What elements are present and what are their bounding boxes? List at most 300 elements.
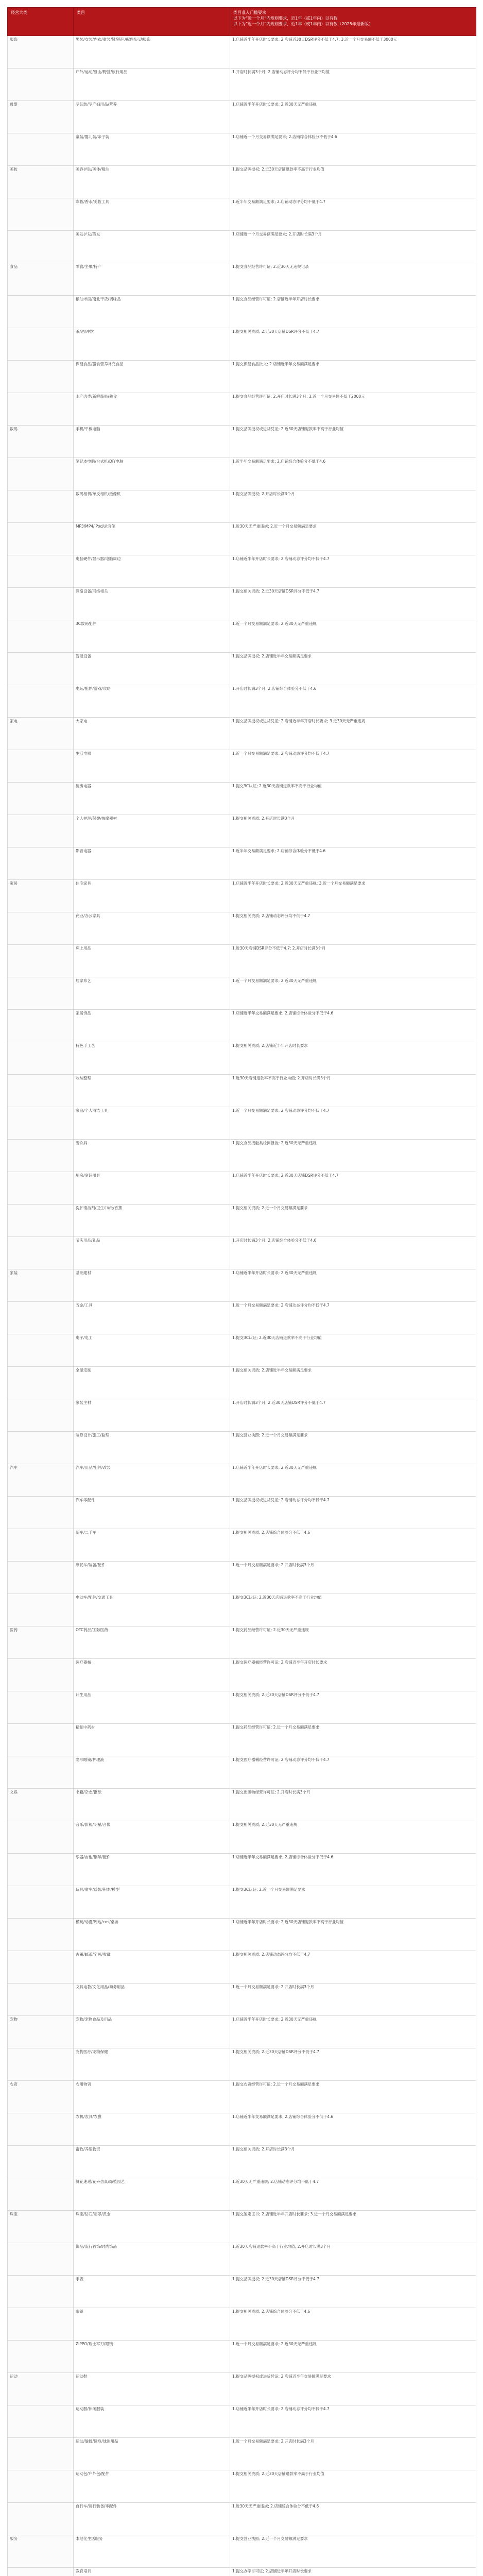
row-items: 童装/婴儿装/亲子装 bbox=[74, 133, 230, 166]
table-row bbox=[8, 2503, 476, 2535]
row-category bbox=[8, 555, 74, 588]
table-row bbox=[8, 2243, 476, 2276]
row-requirements: 1.提交品牌授权或进货凭证; 2.店铺近半年开店时长要求; 3.近30天无严重违规 bbox=[230, 718, 476, 750]
row-items: MP3/MP4/iPod/录音笔 bbox=[74, 523, 230, 555]
row-items: 厨房/烹饪用具 bbox=[74, 1172, 230, 1205]
row-requirements: 1.店铺近半年开店时长要求; 2.近30天无严重违规 bbox=[230, 1269, 476, 1302]
row-requirements: 1.开店时长满3个月; 2.近30天店铺DSR评分不低于4.7 bbox=[230, 1399, 476, 1432]
table-row bbox=[8, 912, 476, 945]
row-requirements: 1.提交食品经营许可证; 2.近30天无违规记录 bbox=[230, 263, 476, 296]
table-row bbox=[8, 945, 476, 977]
row-requirements: 1.店铺近一个月交易额满足要求; 2.开店时长满3个月 bbox=[230, 231, 476, 263]
table-row bbox=[8, 1237, 476, 1269]
row-items: 全屋定制 bbox=[74, 1367, 230, 1399]
table-row bbox=[8, 1205, 476, 1237]
table-row bbox=[8, 2081, 476, 2113]
row-category bbox=[8, 2243, 74, 2276]
row-items: 电玩/配件/游戏/攻略 bbox=[74, 685, 230, 718]
table-row bbox=[8, 1010, 476, 1042]
row-requirements: 1.近一个月交易额满足要求; 2.开店时长满3个月 bbox=[230, 1562, 476, 1594]
row-requirements: 1.提交相关资质; 2.近30天店铺退款率不高于行业均值 bbox=[230, 2470, 476, 2503]
row-requirements: 1.提交相关资质; 2.近30天店铺DSR评分不低于4.7 bbox=[230, 1691, 476, 1724]
row-items: 美发护发/假发 bbox=[74, 231, 230, 263]
row-items: 古董/邮币/字画/收藏 bbox=[74, 1951, 230, 1984]
row-items: 节庆用品/礼品 bbox=[74, 1237, 230, 1269]
row-items: 影音电器 bbox=[74, 848, 230, 880]
row-requirements: 1.店铺近半年开店时长要求; 2.近30天无严重违规; 3.近一个月交易额满足要求 bbox=[230, 880, 476, 912]
row-requirements: 1.近一个月交易额满足要求; 2.开店时长满3个月 bbox=[230, 1984, 476, 2016]
row-items: 珠宝/钻石/翡翠/黄金 bbox=[74, 2211, 230, 2243]
row-items: 生活电器 bbox=[74, 750, 230, 783]
table-row bbox=[8, 393, 476, 426]
row-items: 运动服/休闲服装 bbox=[74, 2405, 230, 2438]
row-requirements: 1.店铺近半年开店时长要求; 2.近30天无严重违规 bbox=[230, 2016, 476, 2048]
row-items: 眼镜 bbox=[74, 2308, 230, 2341]
row-category bbox=[8, 1756, 74, 1789]
row-requirements: 1.提交相关资质; 2.店铺近半年交易额满足要求 bbox=[230, 1367, 476, 1399]
row-category bbox=[8, 685, 74, 718]
row-items: 运动鞋 bbox=[74, 2373, 230, 2405]
table-row bbox=[8, 1562, 476, 1594]
table-row bbox=[8, 361, 476, 393]
row-requirements: 1.近30天无严重违规; 2.店铺动态评分均不低于4.7 bbox=[230, 2178, 476, 2211]
row-items: 茶/酒/冲饮 bbox=[74, 328, 230, 361]
table-row bbox=[8, 490, 476, 523]
row-requirements: 1.近一个月交易额满足要求; 2.店铺动态评分均不低于4.7 bbox=[230, 1107, 476, 1140]
table-row bbox=[8, 1886, 476, 1919]
table-row bbox=[8, 2405, 476, 2438]
row-category bbox=[8, 912, 74, 945]
row-requirements: 1.提交出版物经营许可证; 2.开店时长满3个月 bbox=[230, 1789, 476, 1821]
row-category bbox=[8, 1594, 74, 1626]
table-row bbox=[8, 977, 476, 1010]
table-row bbox=[8, 1821, 476, 1854]
row-category: 农资 bbox=[8, 2081, 74, 2113]
row-requirements: 1.近半年交易额满足要求; 2.店铺综合体验分不低于4.6 bbox=[230, 848, 476, 880]
row-requirements: 1.提交鉴定证书; 2.店铺近半年开店时长要求; 3.近一个月交易额满足要求 bbox=[230, 2211, 476, 2243]
row-items: 孕妇装/孕产妇用品/营养 bbox=[74, 101, 230, 133]
row-requirements: 1.提交相关资质; 2.近30天店铺DSR评分不低于4.7 bbox=[230, 2048, 476, 2081]
table-row bbox=[8, 2535, 476, 2568]
table-row bbox=[8, 328, 476, 361]
row-category bbox=[8, 750, 74, 783]
row-requirements: 1.提交相关资质; 2.店铺近半年开店时长要求 bbox=[230, 1042, 476, 1075]
row-category: 家装 bbox=[8, 1269, 74, 1302]
table-row bbox=[8, 2568, 476, 2576]
row-items: 精制中药材 bbox=[74, 1724, 230, 1756]
row-requirements: 1.提交相关资质; 2.店铺动态评分均不低于4.7 bbox=[230, 912, 476, 945]
row-items: 收纳整理 bbox=[74, 1075, 230, 1107]
header-req-line: 以下为“近一个月”内规则要求，近1年（或1年内）以有数（2025年最新版） bbox=[233, 22, 373, 26]
table-row bbox=[8, 101, 476, 133]
row-items: 户外/运动/登山/野营/旅行用品 bbox=[74, 69, 230, 101]
row-requirements: 1.提交品牌授权; 2.近30天店铺退款率不高于行业均值 bbox=[230, 166, 476, 198]
requirements-sheet bbox=[7, 7, 476, 2576]
table-row bbox=[8, 1659, 476, 1691]
row-category bbox=[8, 490, 74, 523]
table-row bbox=[8, 1334, 476, 1367]
table-row bbox=[8, 1269, 476, 1302]
row-requirements: 1.店铺近半年交易额满足要求; 2.店铺综合体验分不低于4.6 bbox=[230, 1010, 476, 1042]
row-items: 家装主材 bbox=[74, 1399, 230, 1432]
row-items: 装修设计/施工/监理 bbox=[74, 1432, 230, 1464]
row-requirements: 1.提交相关资质; 2.开店时长满3个月 bbox=[230, 815, 476, 848]
row-category bbox=[8, 1497, 74, 1529]
row-category bbox=[8, 231, 74, 263]
row-items: 运动/瑜伽/健身/球迷用品 bbox=[74, 2438, 230, 2470]
row-category bbox=[8, 2146, 74, 2178]
row-requirements: 1.店铺近半年交易额满足要求; 2.店铺综合体验分不低于4.6 bbox=[230, 1854, 476, 1886]
row-requirements: 1.提交3C认证; 2.近30天店铺退款率不高于行业均值 bbox=[230, 1594, 476, 1626]
row-requirements: 1.提交品牌授权或进货凭证; 2.店铺近半年交易额满足要求 bbox=[230, 2373, 476, 2405]
table-row bbox=[8, 198, 476, 231]
row-requirements: 1.近一个月交易额满足要求; 2.店铺动态评分均不低于4.7 bbox=[230, 750, 476, 783]
table-row bbox=[8, 2308, 476, 2341]
row-items: OTC药品/国际医药 bbox=[74, 1626, 230, 1659]
table-body bbox=[8, 36, 476, 2576]
row-requirements: 1.店铺近半年开店时长要求; 2.近30天无严重违规 bbox=[230, 1464, 476, 1497]
row-category bbox=[8, 2405, 74, 2438]
row-requirements: 1.提交保健食品批文; 2.店铺近半年交易额满足要求 bbox=[230, 361, 476, 393]
table-row bbox=[8, 2016, 476, 2048]
table-row bbox=[8, 783, 476, 815]
row-requirements: 1.提交相关资质; 2.开店时长满3个月 bbox=[230, 2146, 476, 2178]
table-row bbox=[8, 815, 476, 848]
table-row bbox=[8, 750, 476, 783]
row-items: 数码相机/单反相机/摄像机 bbox=[74, 490, 230, 523]
row-category: 服饰 bbox=[8, 36, 74, 69]
row-requirements: 1.近半年交易额满足要求; 2.店铺动态评分均不低于4.7 bbox=[230, 198, 476, 231]
row-requirements: 1.提交办学许可证; 2.店铺近半年开店时长要求 bbox=[230, 2568, 476, 2576]
table-row bbox=[8, 426, 476, 458]
row-items: 鲜花速递/花卉仿真/绿植园艺 bbox=[74, 2178, 230, 2211]
table-row bbox=[8, 880, 476, 912]
row-items: 运动包/户外包/配件 bbox=[74, 2470, 230, 2503]
row-category: 珠宝 bbox=[8, 2211, 74, 2243]
row-category bbox=[8, 2308, 74, 2341]
row-requirements: 1.近30天店铺退款率不高于行业均值; 2.开店时长满3个月 bbox=[230, 1075, 476, 1107]
table-row bbox=[8, 1302, 476, 1334]
row-category bbox=[8, 1302, 74, 1334]
row-requirements: 1.提交食品接触类检测报告; 2.近30天无严重违规 bbox=[230, 1140, 476, 1172]
table-header-row bbox=[8, 8, 476, 36]
row-requirements: 1.店铺近半年开店时长要求; 2.店铺近30天DSR评分不低于4.7; 3.近一个月交易额不低于3000元 bbox=[230, 36, 476, 69]
row-requirements: 1.提交品牌授权; 2.店铺近半年交易额满足要求 bbox=[230, 653, 476, 685]
table-row bbox=[8, 685, 476, 718]
row-requirements: 1.近一个月交易额满足要求; 2.店铺动态评分均不低于4.7 bbox=[230, 1302, 476, 1334]
row-items: 洗护清洁剂/卫生巾/纸/香薰 bbox=[74, 1205, 230, 1237]
row-category bbox=[8, 1399, 74, 1432]
row-items: 教育培训 bbox=[74, 2568, 230, 2576]
row-items: 网络设备/网络相关 bbox=[74, 588, 230, 620]
row-category bbox=[8, 133, 74, 166]
row-category bbox=[8, 1042, 74, 1075]
row-category bbox=[8, 296, 74, 328]
row-items: 粮油米面/南北干货/调味品 bbox=[74, 296, 230, 328]
row-items: 汽车零配件 bbox=[74, 1497, 230, 1529]
row-category bbox=[8, 977, 74, 1010]
table-row bbox=[8, 1854, 476, 1886]
row-category bbox=[8, 1659, 74, 1691]
row-items: 汽车/用品/配件/改装 bbox=[74, 1464, 230, 1497]
row-requirements: 1.提交农资经营许可证; 2.近一个月交易额满足要求 bbox=[230, 2081, 476, 2113]
row-requirements: 1.提交3C认证; 2.近一个月交易额满足要求 bbox=[230, 1886, 476, 1919]
table-row bbox=[8, 2146, 476, 2178]
row-category bbox=[8, 1854, 74, 1886]
row-category: 食品 bbox=[8, 263, 74, 296]
row-category bbox=[8, 1821, 74, 1854]
row-category bbox=[8, 361, 74, 393]
row-category bbox=[8, 588, 74, 620]
row-items: 摩托车/装备/配件 bbox=[74, 1562, 230, 1594]
row-category bbox=[8, 1886, 74, 1919]
row-items: 彩妆/香水/美妆工具 bbox=[74, 198, 230, 231]
table-row bbox=[8, 1789, 476, 1821]
row-category bbox=[8, 653, 74, 685]
row-requirements: 1.提交医疗器械经营许可证; 2.店铺近半年开店时长要求 bbox=[230, 1659, 476, 1691]
row-category: 数码 bbox=[8, 426, 74, 458]
row-requirements: 1.提交药品经营许可证; 2.近30天无严重违规 bbox=[230, 1626, 476, 1659]
row-items: 保健食品/膳食营养补充食品 bbox=[74, 361, 230, 393]
table-row bbox=[8, 1756, 476, 1789]
table-row bbox=[8, 1042, 476, 1075]
row-category bbox=[8, 1691, 74, 1724]
row-items: 床上用品 bbox=[74, 945, 230, 977]
row-category bbox=[8, 1205, 74, 1237]
row-category bbox=[8, 2113, 74, 2146]
row-requirements: 1.提交食品经营许可证; 2.店铺近半年开店时长要求 bbox=[230, 296, 476, 328]
row-requirements: 1.提交3C认证; 2.近30天店铺退款率不高于行业均值 bbox=[230, 1334, 476, 1367]
row-category bbox=[8, 1010, 74, 1042]
row-requirements: 1.店铺近半年开店时长要求; 2.近30天店铺DSR评分不低于4.7 bbox=[230, 1172, 476, 1205]
row-items: 乐器/吉他/钢琴/配件 bbox=[74, 1854, 230, 1886]
row-requirements: 1.提交相关资质; 2.近30天无严重违规 bbox=[230, 1821, 476, 1854]
row-requirements: 1.提交相关资质; 2.店铺综合体验分不低于4.6 bbox=[230, 2308, 476, 2341]
row-requirements: 1.店铺近半年开店时长要求; 2.店铺动态评分均不低于4.7 bbox=[230, 555, 476, 588]
row-items: 畜牧/养殖物资 bbox=[74, 2146, 230, 2178]
row-requirements: 1.近一个月交易额满足要求; 2.近30天无严重违规 bbox=[230, 2341, 476, 2373]
row-items: 居家布艺 bbox=[74, 977, 230, 1010]
row-items: ZIPPO/瑞士军刀/眼镜 bbox=[74, 2341, 230, 2373]
table-row bbox=[8, 2211, 476, 2243]
row-requirements: 1.提交品牌授权; 2.近30天店铺DSR评分不低于4.7 bbox=[230, 2276, 476, 2308]
row-requirements: 1.店铺近半年交易额满足要求; 2.店铺综合体验分不低于4.6 bbox=[230, 2113, 476, 2146]
row-items: 计生用品 bbox=[74, 1691, 230, 1724]
row-items: 住宅家具 bbox=[74, 880, 230, 912]
table-row bbox=[8, 718, 476, 750]
table-row bbox=[8, 296, 476, 328]
row-category bbox=[8, 1334, 74, 1367]
row-items: 3C数码配件 bbox=[74, 620, 230, 653]
table-row bbox=[8, 1594, 476, 1626]
table-row bbox=[8, 1626, 476, 1659]
row-category bbox=[8, 1919, 74, 1951]
table-row bbox=[8, 2373, 476, 2405]
requirements-table bbox=[7, 7, 476, 2576]
table-row bbox=[8, 166, 476, 198]
row-requirements: 1.近30天无严重违规; 2.近一个月交易额满足要求 bbox=[230, 523, 476, 555]
row-category bbox=[8, 848, 74, 880]
row-items: 农机/农具/农膜 bbox=[74, 2113, 230, 2146]
row-items: 笔记本电脑/台式机/DIY电脑 bbox=[74, 458, 230, 490]
table-row bbox=[8, 1367, 476, 1399]
row-category bbox=[8, 1075, 74, 1107]
table-row bbox=[8, 2438, 476, 2470]
row-items: 电子/电工 bbox=[74, 1334, 230, 1367]
row-requirements: 1.店铺近半年开店时长要求; 2.近30天无严重违规 bbox=[230, 101, 476, 133]
table-row bbox=[8, 588, 476, 620]
row-category bbox=[8, 523, 74, 555]
row-items: 电动车/配件/交通工具 bbox=[74, 1594, 230, 1626]
row-category bbox=[8, 1951, 74, 1984]
table-row bbox=[8, 653, 476, 685]
row-requirements: 1.提交食品经营许可证; 2.开店时长满3个月; 3.近一个月交易额不低于2000元 bbox=[230, 393, 476, 426]
table-row bbox=[8, 1529, 476, 1562]
table-row bbox=[8, 263, 476, 296]
row-items: 饰品/流行首饰/时尚饰品 bbox=[74, 2243, 230, 2276]
row-requirements: 1.近一个月交易额满足要求; 2.近30天无严重违规 bbox=[230, 977, 476, 1010]
row-category bbox=[8, 1367, 74, 1399]
row-requirements: 1.提交品牌授权或进货凭证; 2.近30天店铺退款率不高于行业均值 bbox=[230, 426, 476, 458]
table-row bbox=[8, 1691, 476, 1724]
row-requirements: 1.提交相关资质; 2.近30天店铺DSR评分不低于4.7 bbox=[230, 328, 476, 361]
row-requirements: 1.提交相关资质; 2.近一个月交易额满足要求 bbox=[230, 1205, 476, 1237]
row-requirements: 1.提交相关资质; 2.店铺动态评分均不低于4.7 bbox=[230, 1951, 476, 1984]
row-requirements: 1.提交相关资质; 2.店铺综合体验分不低于4.6 bbox=[230, 1529, 476, 1562]
table-row bbox=[8, 1399, 476, 1432]
row-category bbox=[8, 458, 74, 490]
row-requirements: 1.近30天店铺退款率不高于行业均值; 2.开店时长满3个月 bbox=[230, 2243, 476, 2276]
table-row bbox=[8, 2470, 476, 2503]
row-category bbox=[8, 1984, 74, 2016]
row-category: 文娱 bbox=[8, 1789, 74, 1821]
row-items: 音乐/影视/明星/音像 bbox=[74, 1821, 230, 1854]
row-items: 宠物/宠物食品及用品 bbox=[74, 2016, 230, 2048]
row-category bbox=[8, 1107, 74, 1140]
table-row bbox=[8, 2178, 476, 2211]
table-row bbox=[8, 848, 476, 880]
row-items: 家居饰品 bbox=[74, 1010, 230, 1042]
table-row bbox=[8, 36, 476, 69]
row-items: 基础建材 bbox=[74, 1269, 230, 1302]
row-category bbox=[8, 1237, 74, 1269]
row-category bbox=[8, 2503, 74, 2535]
row-items: 特色手工艺 bbox=[74, 1042, 230, 1075]
row-requirements: 1.提交医疗器械经营许可证; 2.店铺动态评分均不低于4.7 bbox=[230, 1756, 476, 1789]
row-category bbox=[8, 1432, 74, 1464]
row-category: 医药 bbox=[8, 1626, 74, 1659]
table-row bbox=[8, 69, 476, 101]
table-row bbox=[8, 2048, 476, 2081]
row-items: 商业/办公家具 bbox=[74, 912, 230, 945]
row-items: 零食/坚果/特产 bbox=[74, 263, 230, 296]
row-category bbox=[8, 783, 74, 815]
row-requirements: 1.开店时长满3个月; 2.店铺动态评分均不低于行业平均值 bbox=[230, 69, 476, 101]
row-requirements: 1.开店时长满3个月; 2.店铺综合体验分不低于4.6 bbox=[230, 685, 476, 718]
table-row bbox=[8, 1464, 476, 1497]
row-items: 智能设备 bbox=[74, 653, 230, 685]
row-category: 运动 bbox=[8, 2373, 74, 2405]
row-items: 本地化生活服务 bbox=[74, 2535, 230, 2568]
row-category: 宠物 bbox=[8, 2016, 74, 2048]
row-category bbox=[8, 815, 74, 848]
header-requirements bbox=[230, 8, 476, 36]
row-requirements: 1.提交3C认证; 2.近30天店铺退款率不高于行业均值 bbox=[230, 783, 476, 815]
header-req-line: 类目准入门槛要求 bbox=[233, 10, 266, 15]
row-category: 母婴 bbox=[8, 101, 74, 133]
table-row bbox=[8, 2341, 476, 2373]
row-items: 农用物资 bbox=[74, 2081, 230, 2113]
row-requirements: 1.提交营业执照; 2.近一个月交易额满足要求 bbox=[230, 2535, 476, 2568]
row-items: 手机/平板电脑 bbox=[74, 426, 230, 458]
row-requirements: 1.提交品牌授权或进货凭证; 2.店铺动态评分均不低于4.7 bbox=[230, 1497, 476, 1529]
table-row bbox=[8, 231, 476, 263]
row-items: 手表 bbox=[74, 2276, 230, 2308]
table-row bbox=[8, 133, 476, 166]
row-category: 美妆 bbox=[8, 166, 74, 198]
row-category bbox=[8, 328, 74, 361]
row-category: 家电 bbox=[8, 718, 74, 750]
row-items: 水产肉类/新鲜蔬果/熟食 bbox=[74, 393, 230, 426]
table-row bbox=[8, 2113, 476, 2146]
row-items: 自行车/骑行装备/零配件 bbox=[74, 2503, 230, 2535]
row-requirements: 1.店铺近一个月交易额满足要求; 2.店铺综合体验分不低于4.6 bbox=[230, 133, 476, 166]
row-category bbox=[8, 1724, 74, 1756]
row-requirements: 1.近30天店铺DSR评分不低于4.7; 2.开店时长满3个月 bbox=[230, 945, 476, 977]
row-requirements: 1.开店时长满3个月; 2.店铺综合体验分不低于4.6 bbox=[230, 1237, 476, 1269]
row-requirements: 1.店铺近半年开店时长要求; 2.店铺动态评分均不低于4.7 bbox=[230, 2405, 476, 2438]
row-requirements: 1.提交营业执照; 2.近一个月交易额满足要求 bbox=[230, 1432, 476, 1464]
row-requirements: 1.提交相关资质; 2.近30天店铺DSR评分不低于4.7 bbox=[230, 588, 476, 620]
row-category bbox=[8, 69, 74, 101]
row-items: 男装/女装/内衣/童装/鞋/箱包/配件/运动服饰 bbox=[74, 36, 230, 69]
row-requirements: 1.近30天无严重违规; 2.店铺综合体验分不低于4.6 bbox=[230, 2503, 476, 2535]
row-category bbox=[8, 1562, 74, 1594]
row-items: 美容护肤/美体/精油 bbox=[74, 166, 230, 198]
table-row bbox=[8, 1075, 476, 1107]
row-items: 文具电教/文化用品/商务用品 bbox=[74, 1984, 230, 2016]
row-items: 医疗器械 bbox=[74, 1659, 230, 1691]
row-category bbox=[8, 198, 74, 231]
row-category bbox=[8, 2276, 74, 2308]
row-items: 电脑硬件/显示器/电脑周边 bbox=[74, 555, 230, 588]
table-row bbox=[8, 458, 476, 490]
row-category bbox=[8, 2048, 74, 2081]
table-row bbox=[8, 1497, 476, 1529]
header-items: 类目 bbox=[74, 8, 230, 36]
table-row bbox=[8, 1107, 476, 1140]
row-items: 隐形眼镜/护理液 bbox=[74, 1756, 230, 1789]
row-items: 家庭/个人清洁工具 bbox=[74, 1107, 230, 1140]
table-row bbox=[8, 2276, 476, 2308]
row-category bbox=[8, 2470, 74, 2503]
row-items: 个人护理/保健/按摩器材 bbox=[74, 815, 230, 848]
row-items: 新车/二手车 bbox=[74, 1529, 230, 1562]
row-requirements: 1.近半年交易额满足要求; 2.店铺综合体验分不低于4.6 bbox=[230, 458, 476, 490]
row-items: 书籍/杂志/报纸 bbox=[74, 1789, 230, 1821]
row-items: 玩具/童车/益智/积木/模型 bbox=[74, 1886, 230, 1919]
row-category: 服务 bbox=[8, 2535, 74, 2568]
table-row bbox=[8, 1919, 476, 1951]
table-row bbox=[8, 1951, 476, 1984]
table-row bbox=[8, 555, 476, 588]
row-requirements: 1.店铺近半年开店时长要求; 2.近30天店铺退款率不高于行业均值 bbox=[230, 1919, 476, 1951]
row-category bbox=[8, 1140, 74, 1172]
table-row bbox=[8, 1172, 476, 1205]
table-row bbox=[8, 1724, 476, 1756]
table-row bbox=[8, 620, 476, 653]
row-items: 厨房电器 bbox=[74, 783, 230, 815]
